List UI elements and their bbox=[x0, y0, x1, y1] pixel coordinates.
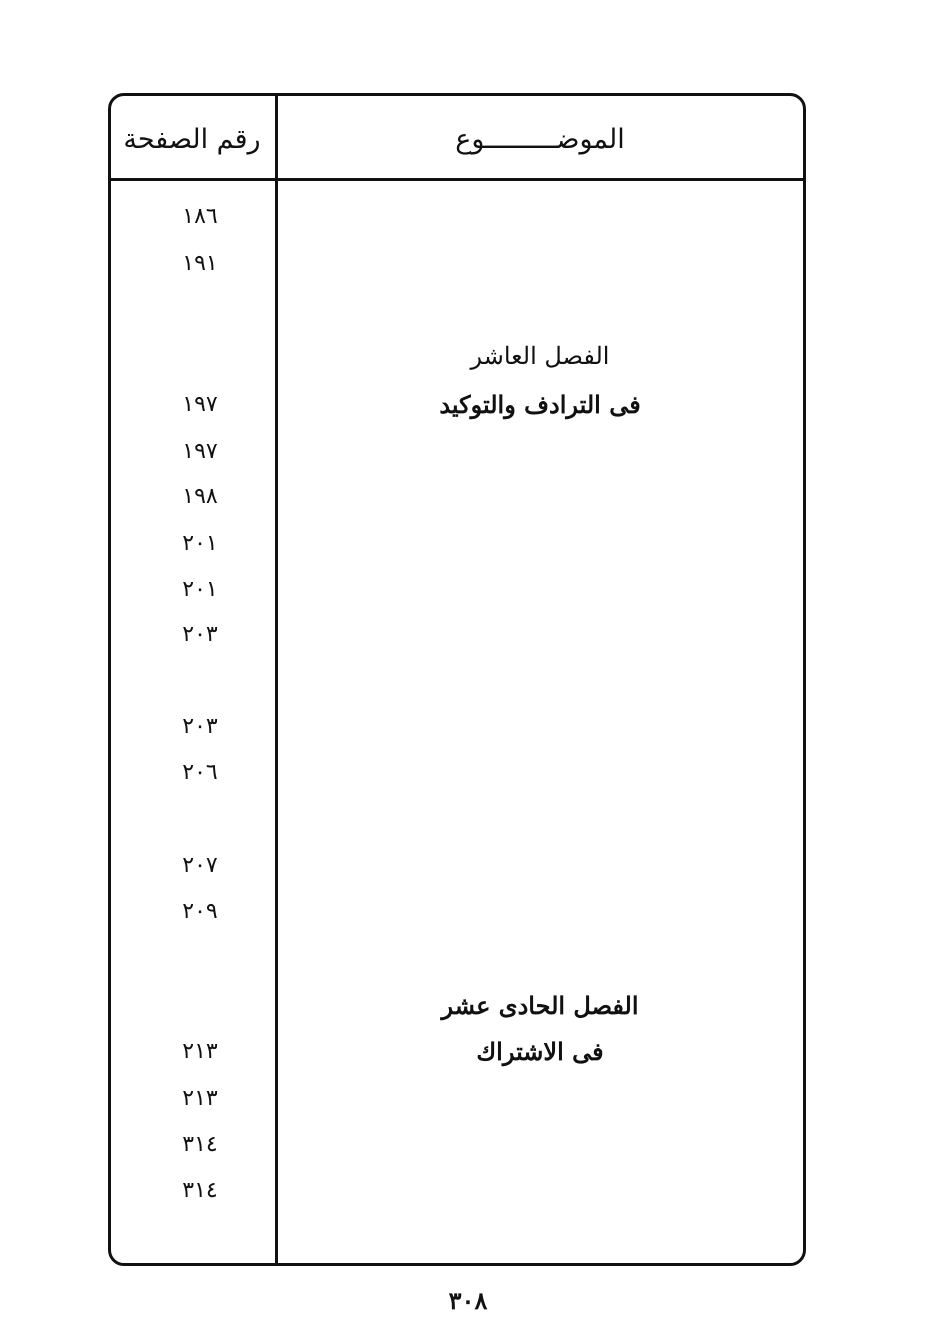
toc-page: ١٨٦ bbox=[182, 204, 218, 229]
toc-page: ٢٠٣ bbox=[182, 714, 218, 739]
header-page-number: رقم الصفحة bbox=[123, 124, 261, 155]
toc-page: ١٩٨ bbox=[182, 484, 218, 509]
toc-page: ٣١٤ bbox=[182, 1178, 218, 1203]
toc-page: ٢١٣ bbox=[182, 1086, 218, 1111]
toc-page: ٢٠٩ bbox=[182, 899, 218, 924]
toc-page: ٢٠١ bbox=[182, 577, 218, 602]
toc-page: ٢١٣ bbox=[182, 1039, 218, 1064]
toc-page: ١٩٧ bbox=[182, 392, 218, 417]
toc-page: ٣١٤ bbox=[182, 1132, 218, 1157]
chapter-title: الفصل الحادى عشر bbox=[441, 991, 639, 1020]
header-subject: الموضـــــــــوع bbox=[455, 124, 625, 155]
toc-page: ١٩٧ bbox=[182, 439, 218, 464]
toc-page: ١٩١ bbox=[182, 251, 218, 276]
toc-page: ٢٠٧ bbox=[182, 853, 218, 878]
toc-page: ٢٠١ bbox=[182, 531, 218, 556]
chapter-title: الفصل العاشر bbox=[470, 342, 610, 370]
toc-page: ٢٠٦ bbox=[182, 760, 218, 785]
toc-page: ٢٠٣ bbox=[182, 622, 218, 647]
chapter-subtitle: فى الاشتراك bbox=[476, 1037, 604, 1066]
header-divider bbox=[111, 178, 803, 181]
chapter-subtitle: فى الترادف والتوكيد bbox=[439, 390, 641, 419]
column-divider bbox=[275, 96, 278, 1263]
footer-page-number: ٣٠٨ bbox=[448, 1286, 488, 1315]
